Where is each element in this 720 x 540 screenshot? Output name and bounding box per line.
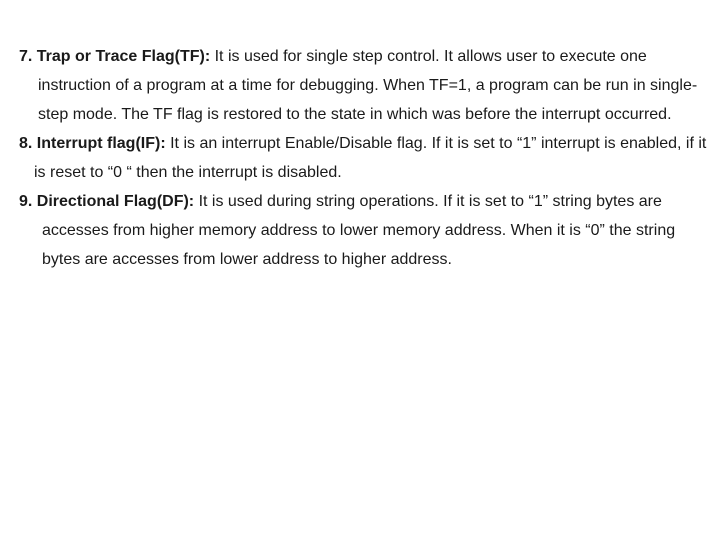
trap-flag-description: It is used for single step control. It allows user to execute one instruction of a program at a time for debugging. When TF=1, a program can be run in single-step mode. The TF flag is restored to the state in which was before the interrupt occurred. bbox=[38, 48, 698, 123]
interrupt-flag-description: It is an interrupt Enable/Disable flag. If it is set to “1” interrupt is enabled, if it is reset to “0 “ then the interrupt is disabled. bbox=[34, 135, 707, 181]
interrupt-flag-label: 8. Interrupt flag(IF): bbox=[19, 135, 166, 152]
list-item-interrupt-flag bbox=[19, 129, 709, 187]
trap-flag-label: 7. Trap or Trace Flag(TF): bbox=[19, 48, 211, 65]
list-item-directional-flag bbox=[19, 187, 709, 274]
flag-description-list bbox=[19, 42, 709, 274]
list-item-trap-flag bbox=[19, 42, 709, 129]
directional-flag-description: It is used during string operations. If it is set to “1” string bytes are accesses from higher memory address to lower memory address. When it is “0” the string bytes are accesses from lower address to higher address. bbox=[42, 193, 676, 268]
directional-flag-label: 9. Directional Flag(DF): bbox=[19, 193, 195, 210]
